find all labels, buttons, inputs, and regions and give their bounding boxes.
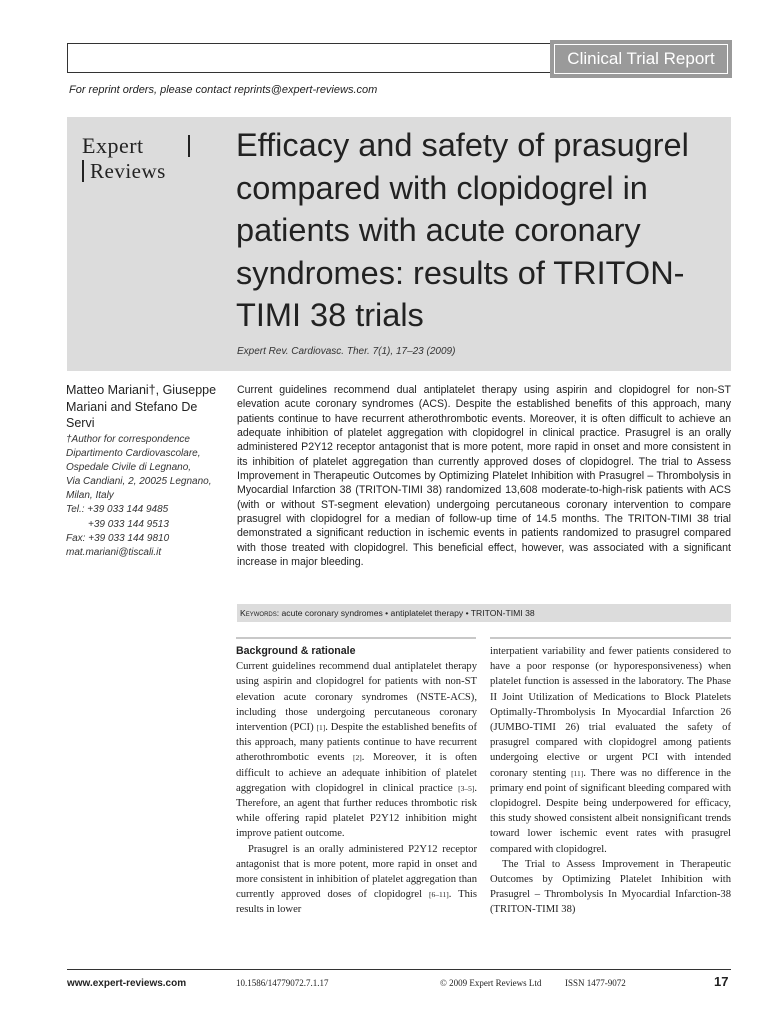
paragraph [236, 659, 477, 841]
paragraph-text: interpatient variability and fewer patients considered to have a poor response (or hyporesponsiveness) when platelet function is assessed in the laboratory. The Phase II Joint Utilization of Medications to Block Platelets Optimally-Thrombolysis In Myocardial Infarction 26 (JUMBO-TIMI 26) trial evaluated the safety of prasugrel compared with clopidogrel among patients undergoing elective or urgent PCI with intended coronary stenting [490, 646, 731, 779]
logo-bar [188, 135, 190, 157]
affiliation-line: Dipartimento Cardiovascolare, [66, 448, 201, 460]
affiliation-line: †Author for correspondence [66, 434, 190, 445]
logo-bar [82, 160, 84, 182]
affiliation-line: Milan, Italy [66, 490, 114, 502]
logo-line-1-text: Expert [82, 133, 144, 158]
affiliation-line: +39 033 144 9513 [88, 518, 169, 530]
column-divider [236, 637, 476, 639]
logo-line-1 [82, 133, 144, 159]
report-type-badge [550, 40, 732, 78]
report-type-label: Clinical Trial Report [554, 44, 728, 74]
page-number: 17 [714, 974, 729, 989]
reference-citation[interactable]: [2] [352, 753, 362, 763]
footer-doi: 10.1586/14779072.7.1.17 [236, 978, 329, 988]
paragraph-text: Current guidelines recommend dual antiplatelet therapy using aspirin and clopidogrel for patients with non-ST elevation acute coronary syndromes (NSTE-ACS), including those undergoing percutaneous coronary intervention (PCI) [236, 661, 477, 734]
paragraph [236, 842, 477, 918]
affiliation-line: mat.mariani@tiscali.it [66, 546, 162, 558]
footer-rule [67, 969, 731, 970]
paragraph-text: Prasugrel is an orally administered P2Y12 receptor antagonist that is more potent, more rapid in onset and more consistent in inhibition of platelet aggregation than currently approved doses of clopidogrel [236, 843, 477, 901]
keywords-label: Keywords: [240, 608, 280, 618]
keywords-list: acute coronary syndromes • antiplatelet therapy • TRITON-TIMI 38 [281, 608, 535, 618]
journal-logo [80, 133, 198, 189]
paragraph-text: . This results in lower [236, 889, 477, 916]
body-column-1 [236, 644, 477, 918]
affiliation-line: Tel.: +39 033 144 9485 [66, 504, 169, 516]
reference-citation[interactable]: [6–11] [429, 890, 449, 900]
logo-line-2: Reviews [90, 159, 166, 183]
reference-citation[interactable]: [3–5] [458, 783, 475, 793]
reference-citation[interactable]: [11] [571, 768, 584, 778]
column-divider [490, 637, 731, 639]
affiliation-line: Fax: +39 033 144 9810 [66, 532, 170, 544]
author-affiliation [66, 433, 231, 560]
paragraph-text: . Despite the established benefits of this approach, many patients continue to have recurrent atherothrombotic events [236, 722, 477, 764]
footer-copyright: © 2009 Expert Reviews Ltd [440, 978, 542, 988]
reference-citation[interactable]: [1] [316, 723, 326, 733]
affiliation-line: Ospedale Civile di Legnano, [66, 462, 192, 474]
footer-issn: ISSN 1477-9072 [565, 978, 626, 988]
paragraph-text: . Therefore, an agent that further reduces thrombotic risk while offering rapid platelet P2Y12 inhibition might improve patient outcome. [236, 782, 477, 840]
keywords-bar [237, 604, 731, 622]
section-heading: Background & rationale [236, 645, 356, 657]
affiliation-line: Via Candiani, 2, 20025 Legnano, [66, 476, 212, 488]
paragraph: The Trial to Assess Improvement in Therapeutic Outcomes by Optimizing Platelet Inhibition with Prasugrel – Thrombolysis In Myocardial Infarction-38 (TRITON-TIMI 38) [490, 858, 731, 916]
author-names: Matteo Mariani†, Giuseppe Mariani and Stefano De Servi [66, 383, 217, 430]
paragraph-text: . Moreover, it is often difficult to achieve an adequate inhibition of platelet aggregation with clopidogrel in clinical practice [236, 752, 477, 794]
paragraph [490, 644, 731, 857]
article-title: Efficacy and safety of prasugrel compared with clopidogrel in patients with acute coronary syndromes: results of TRITON-TIMI 38 trials [236, 127, 689, 333]
paragraph-text: . There was no difference in the primary end point of significant bleeding compared with clopidogrel. Despite being underpowered for efficacy, this study showed consistent albeit nonsignificant trends toward lower ischemic event rates with prasugrel compared with clopidogrel. [490, 767, 731, 855]
body-column-2 [490, 644, 731, 918]
journal-citation: Expert Rev. Cardiovasc. Ther. 7(1), 17–23 (2009) [237, 346, 456, 357]
footer-website[interactable]: www.expert-reviews.com [67, 978, 187, 989]
abstract: Current guidelines recommend dual antiplatelet therapy using aspirin and clopidogrel for non-ST elevation acute coronary syndromes (ACS). Despite the established benefits of this approach, many patients continue to have recurrent atherothrombotic events. Moreover, it is often difficult to achieve an adequate inhibition of platelet aggregation with clopidogrel in clinical practice. Prasugrel is an orally administered P2Y12 receptor antagonist that is more potent, more rapid in onset and more consistent in its inhibition of platelet aggregation than currently approved doses of clopidogrel. The trial to Assess Improvement in Therapeutic Outcomes by Optimizing Platelet Inhibition with Prasugrel – Thrombolysis in Myocardial Infarction 38 (TRITON-TIMI 38) randomized 13,608 moderate-to-high-risk patients with ACS (with or without ST-segment elevation) undergoing percutaneous coronary intervention to compare prasugrel with clopidogrel for a median of follow-up time of 14.5 months. The TRITON-TIMI 38 trial demonstrated a significant reduction in ischemic events in patients randomized to prasugrel compared with those treated with clopidogrel. This beneficial effect, however, was associated with a significant increase in major bleeding. [237, 384, 731, 569]
reprint-notice: For reprint orders, please contact reprints@expert-reviews.com [69, 84, 378, 96]
